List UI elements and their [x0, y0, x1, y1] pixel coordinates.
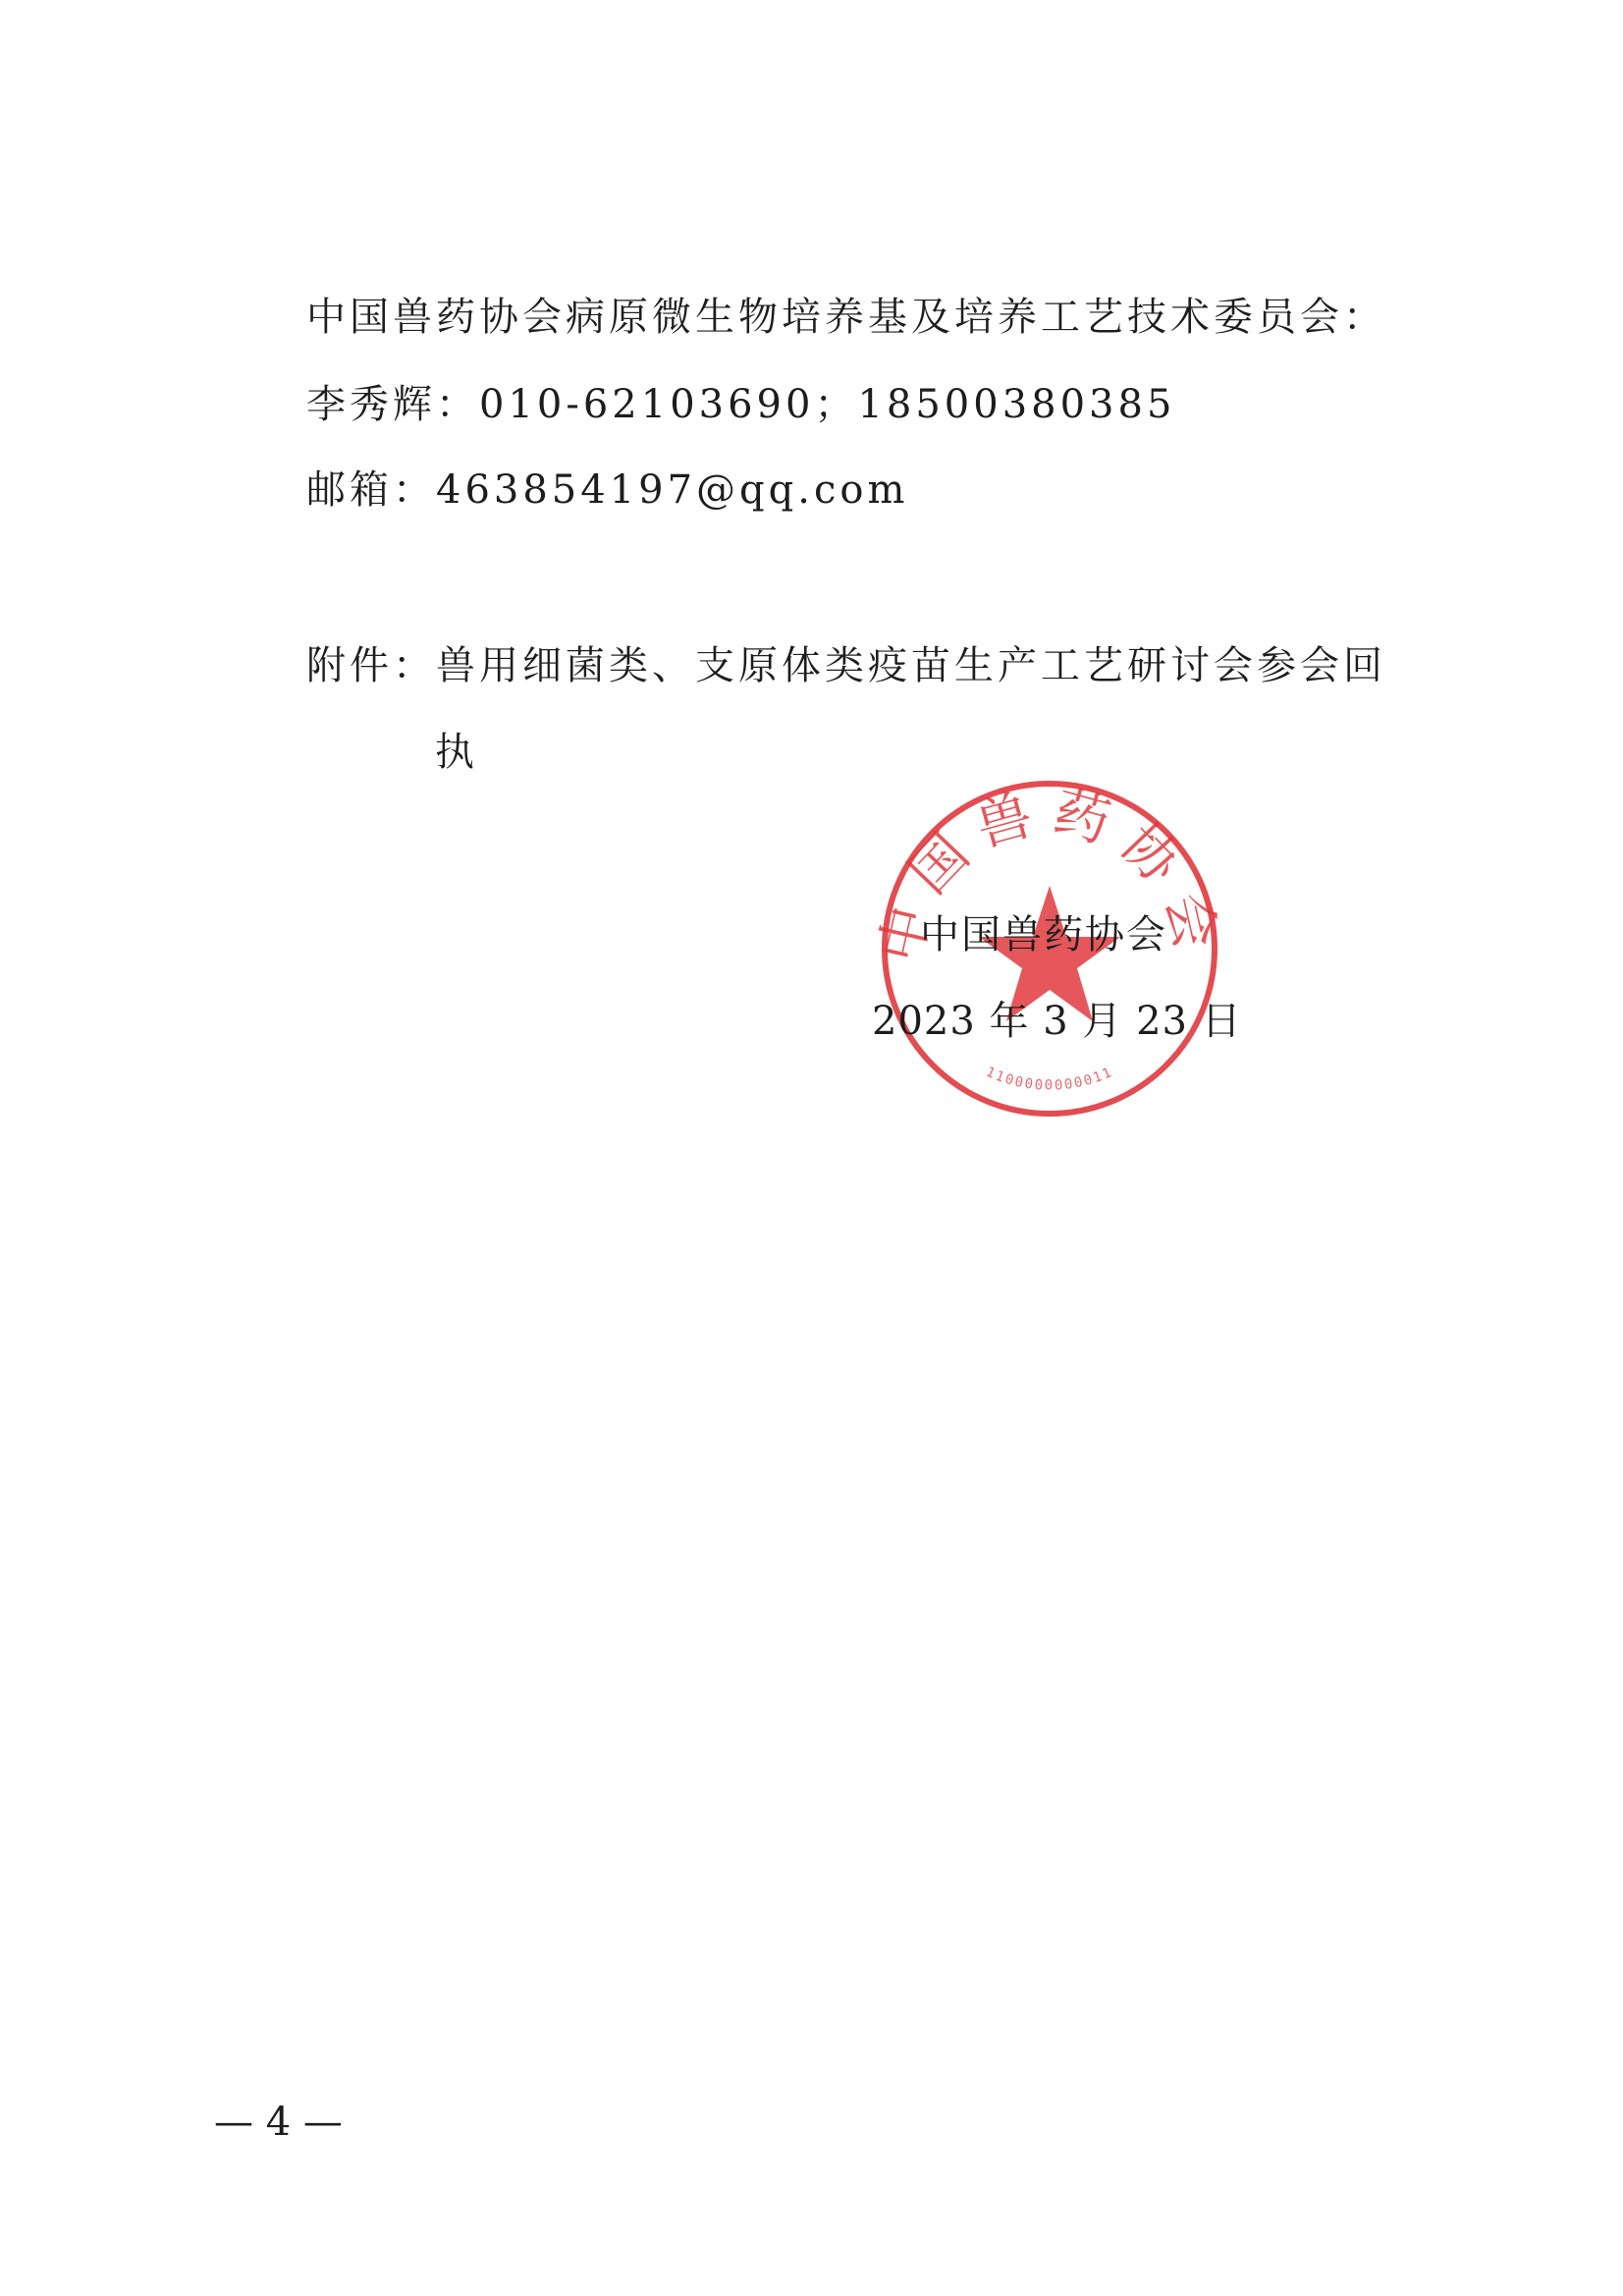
attachment-title-line-1: 附件：兽用细菌类、支原体类疫苗生产工艺研讨会参会回	[306, 643, 1386, 688]
committee-contact-heading: 中国兽药协会病原微生物培养基及培养工艺技术委员会：	[306, 295, 1386, 340]
attachment-title-line-2: 执	[435, 730, 478, 775]
contact-phone: 李秀辉：010-62103690；18500380385	[306, 382, 1176, 427]
signature-organization: 中国兽药协会	[920, 912, 1167, 957]
signature-date: 2023 年 3 月 23 日	[872, 999, 1242, 1044]
contact-email: 邮箱：463854197@qq.com	[306, 467, 909, 513]
svg-text:中国兽药协会: 国兽药协	[896, 779, 1203, 906]
page-number: — 4 —	[214, 2100, 343, 2145]
svg-text:1100000000011: 1100000000011	[983, 1064, 1116, 1094]
